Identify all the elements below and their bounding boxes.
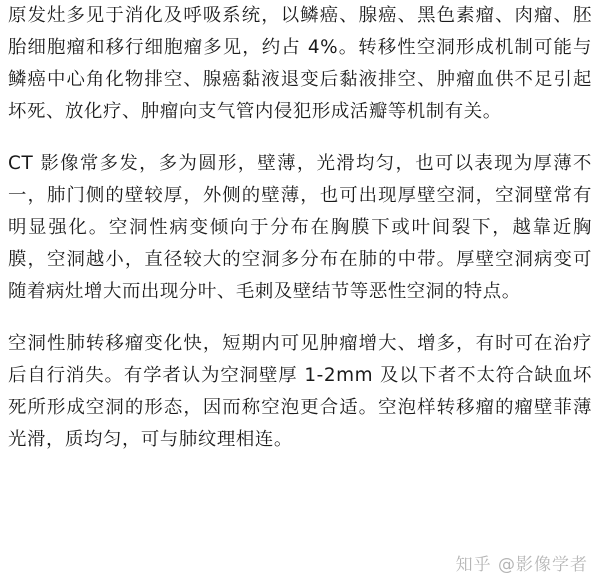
paragraph-changes: 空洞性肺转移瘤变化快，短期内可见肿瘤增大、增多，有时可在治疗后自行消失。有学者认为空洞壁厚 1-2mm 及以下者不太符合缺血坏死所形成空洞的形态，因而称空泡更合适。空泡样转移瘤的瘤壁菲薄光滑，质均匀，可与肺纹理相连。	[8, 333, 592, 450]
article-body	[8, 0, 592, 456]
paragraph-origin: 原发灶多见于消化及呼吸系统，以鳞癌、腺癌、黑色素瘤、肉瘤、胚胎细胞瘤和移行细胞瘤多见，约占 4%。转移性空洞形成机制可能与鳞癌中心角化物排空、腺癌黏液退变后黏液排空、肿瘤血供不足引起坏死、放化疗、肿瘤向支气管内侵犯形成活瓣等机制有关。	[8, 5, 592, 122]
watermark: 知乎 @影像学者	[455, 555, 588, 575]
paragraph-ct-imaging: CT 影像常多发，多为圆形，壁薄，光滑均匀，也可以表现为厚薄不一，肺门侧的壁较厚，外侧的壁薄，也可出现厚壁空洞，空洞壁常有明显强化。空洞性病变倾向于分布在胸膜下或叶间裂下，越靠近胸膜，空洞越小，直径较大的空洞多分布在肺的中带。厚壁空洞病变可随着病灶增大而出现分叶、毛刺及壁结节等恶性空洞的特点。	[8, 153, 592, 302]
